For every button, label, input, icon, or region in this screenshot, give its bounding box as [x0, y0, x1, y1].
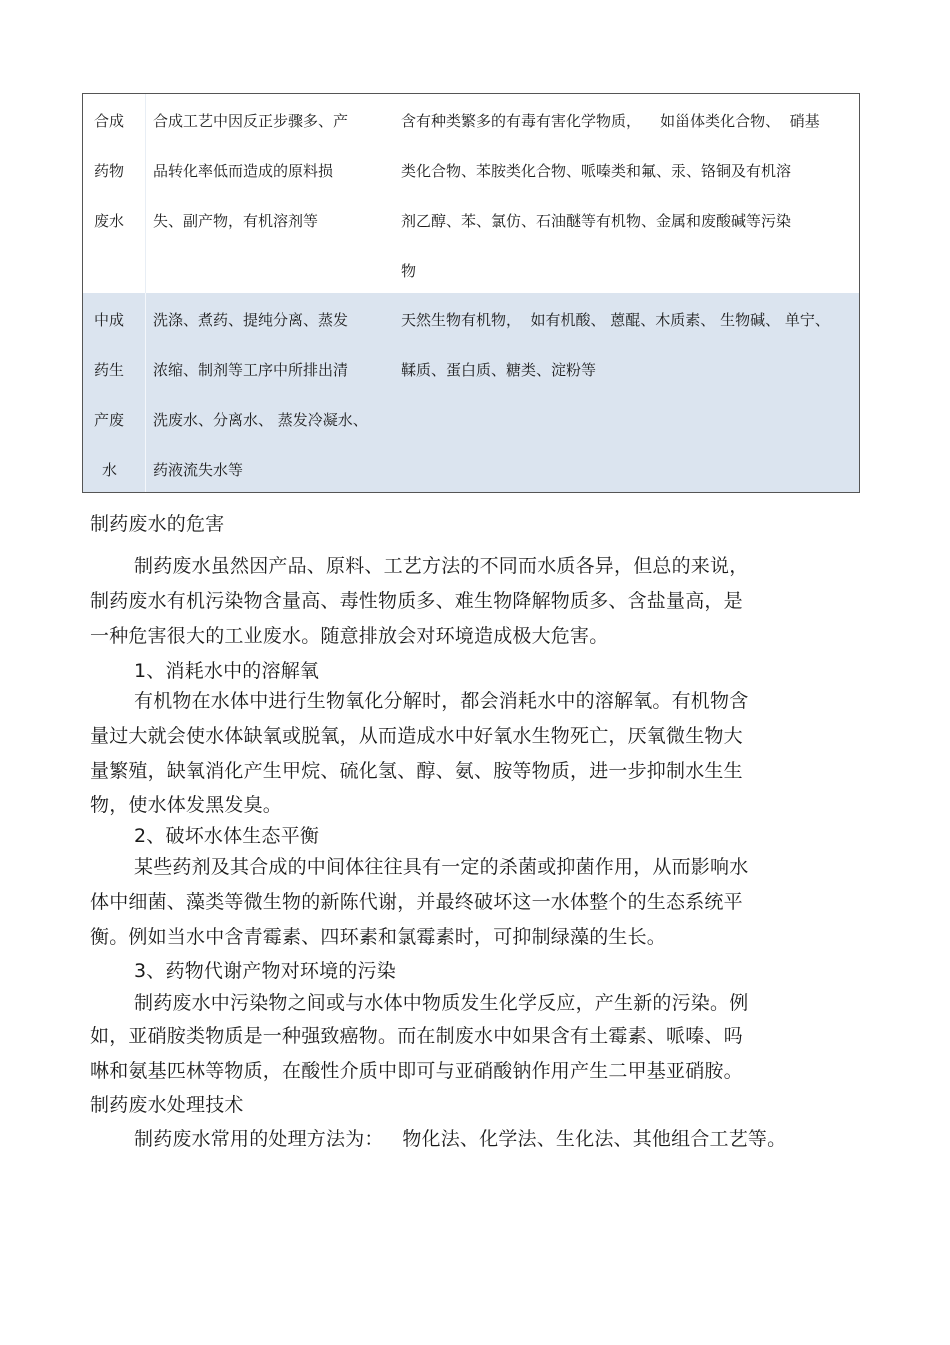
pollutants-line: 类化合物、苯胺类化合物、哌嗪类和氟、汞、铬铜及有机溶: [401, 162, 792, 180]
paragraph-line: 一种危害很大的工业废水。随意排放会对环境造成极大危害。: [90, 625, 609, 647]
pollutants-line: 含有种类繁多的有毒有害化学物质， 如甾体类化合物、 硝基: [401, 112, 820, 130]
pollutants-cell: [393, 94, 859, 293]
subsection-title: 3、药物代谢产物对环境的污染: [134, 960, 396, 982]
subsection-title: 1、消耗水中的溶解氧: [134, 660, 320, 682]
paragraph-line: 制药废水虽然因产品、原料、工艺方法的不同而水质各异，但总的来说，: [134, 555, 749, 577]
pollutants-line: 剂乙醇、苯、氯仿、石油醚等有机物、金属和废酸碱等污染: [401, 212, 792, 230]
paragraph-line: 物，使水体发黑发臭。: [90, 794, 283, 816]
category-line: 药物: [94, 162, 125, 180]
category-cell: [83, 94, 145, 293]
source-line: 浓缩、制剂等工序中所排出清: [153, 361, 349, 379]
paragraph-line: 啉和氨基匹林等物质，在酸性介质中即可与亚硝酸钠作用产生二甲基亚硝胺。: [90, 1060, 743, 1082]
source-cell: [145, 94, 394, 293]
table-row: [83, 94, 859, 293]
category-line: 产废: [94, 411, 125, 429]
paragraph-line: 有机物在水体中进行生物氧化分解时，都会消耗水中的溶解氧。有机物含: [134, 690, 749, 712]
category-line: 中成: [94, 311, 125, 329]
pollutants-line: 物: [401, 262, 417, 280]
source-line: 洗废水、分离水、 蒸发冷凝水、: [153, 411, 368, 429]
paragraph-line: 衡。例如当水中含青霉素、四环素和氯霉素时，可抑制绿藻的生长。: [90, 926, 667, 948]
source-line: 合成工艺中因反正步骤多、产: [153, 112, 349, 130]
paragraph-line: 制药废水常用的处理方法为： 物化法、化学法、生化法、其他组合工艺等。: [134, 1128, 787, 1150]
source-line: 药液流失水等: [153, 461, 244, 479]
paragraph-line: 某些药剂及其合成的中间体往往具有一定的杀菌或抑菌作用，从而影响水: [134, 856, 749, 878]
paragraph-line: 量繁殖，缺氧消化产生甲烷、硫化氢、醇、氨、胺等物质，进一步抑制水生生: [90, 760, 743, 782]
category-line: 合成: [94, 112, 125, 130]
source-line: 洗涤、煮药、提纯分离、蒸发: [153, 311, 349, 329]
source-cell: [145, 293, 394, 492]
wastewater-table: [82, 93, 860, 493]
category-line: 废水: [94, 212, 125, 230]
section-heading: 制药废水处理技术: [90, 1094, 244, 1116]
paragraph-line: 制药废水中污染物之间或与水体中物质发生化学反应，产生新的污染。例: [134, 992, 749, 1014]
pollutants-line: 天然生物有机物， 如有机酸、 蒽醌、木质素、 生物碱、 单宁、: [401, 311, 830, 329]
category-line: 水: [102, 461, 118, 479]
table-row: [83, 293, 859, 492]
category-line: 药生: [94, 361, 125, 379]
pollutants-line: 鞣质、蛋白质、糖类、淀粉等: [401, 361, 597, 379]
paragraph-line: 如，亚硝胺类物质是一种强致癌物。而在制废水中如果含有土霉素、哌嗪、吗: [90, 1025, 743, 1047]
section-heading: 制药废水的危害: [90, 513, 225, 535]
source-line: 失、副产物，有机溶剂等: [153, 212, 319, 230]
paragraph-line: 量过大就会使水体缺氧或脱氧，从而造成水中好氧水生物死亡，厌氧微生物大: [90, 725, 743, 747]
paragraph-line: 体中细菌、藻类等微生物的新陈代谢，并最终破坏这一水体整个的生态系统平: [90, 891, 743, 913]
pollutants-cell: [393, 293, 859, 492]
paragraph-line: 制药废水有机污染物含量高、毒性物质多、难生物降解物质多、含盐量高，是: [90, 590, 743, 612]
subsection-title: 2、破坏水体生态平衡: [134, 825, 320, 847]
category-cell: [83, 293, 145, 492]
source-line: 品转化率低而造成的原料损: [153, 162, 334, 180]
